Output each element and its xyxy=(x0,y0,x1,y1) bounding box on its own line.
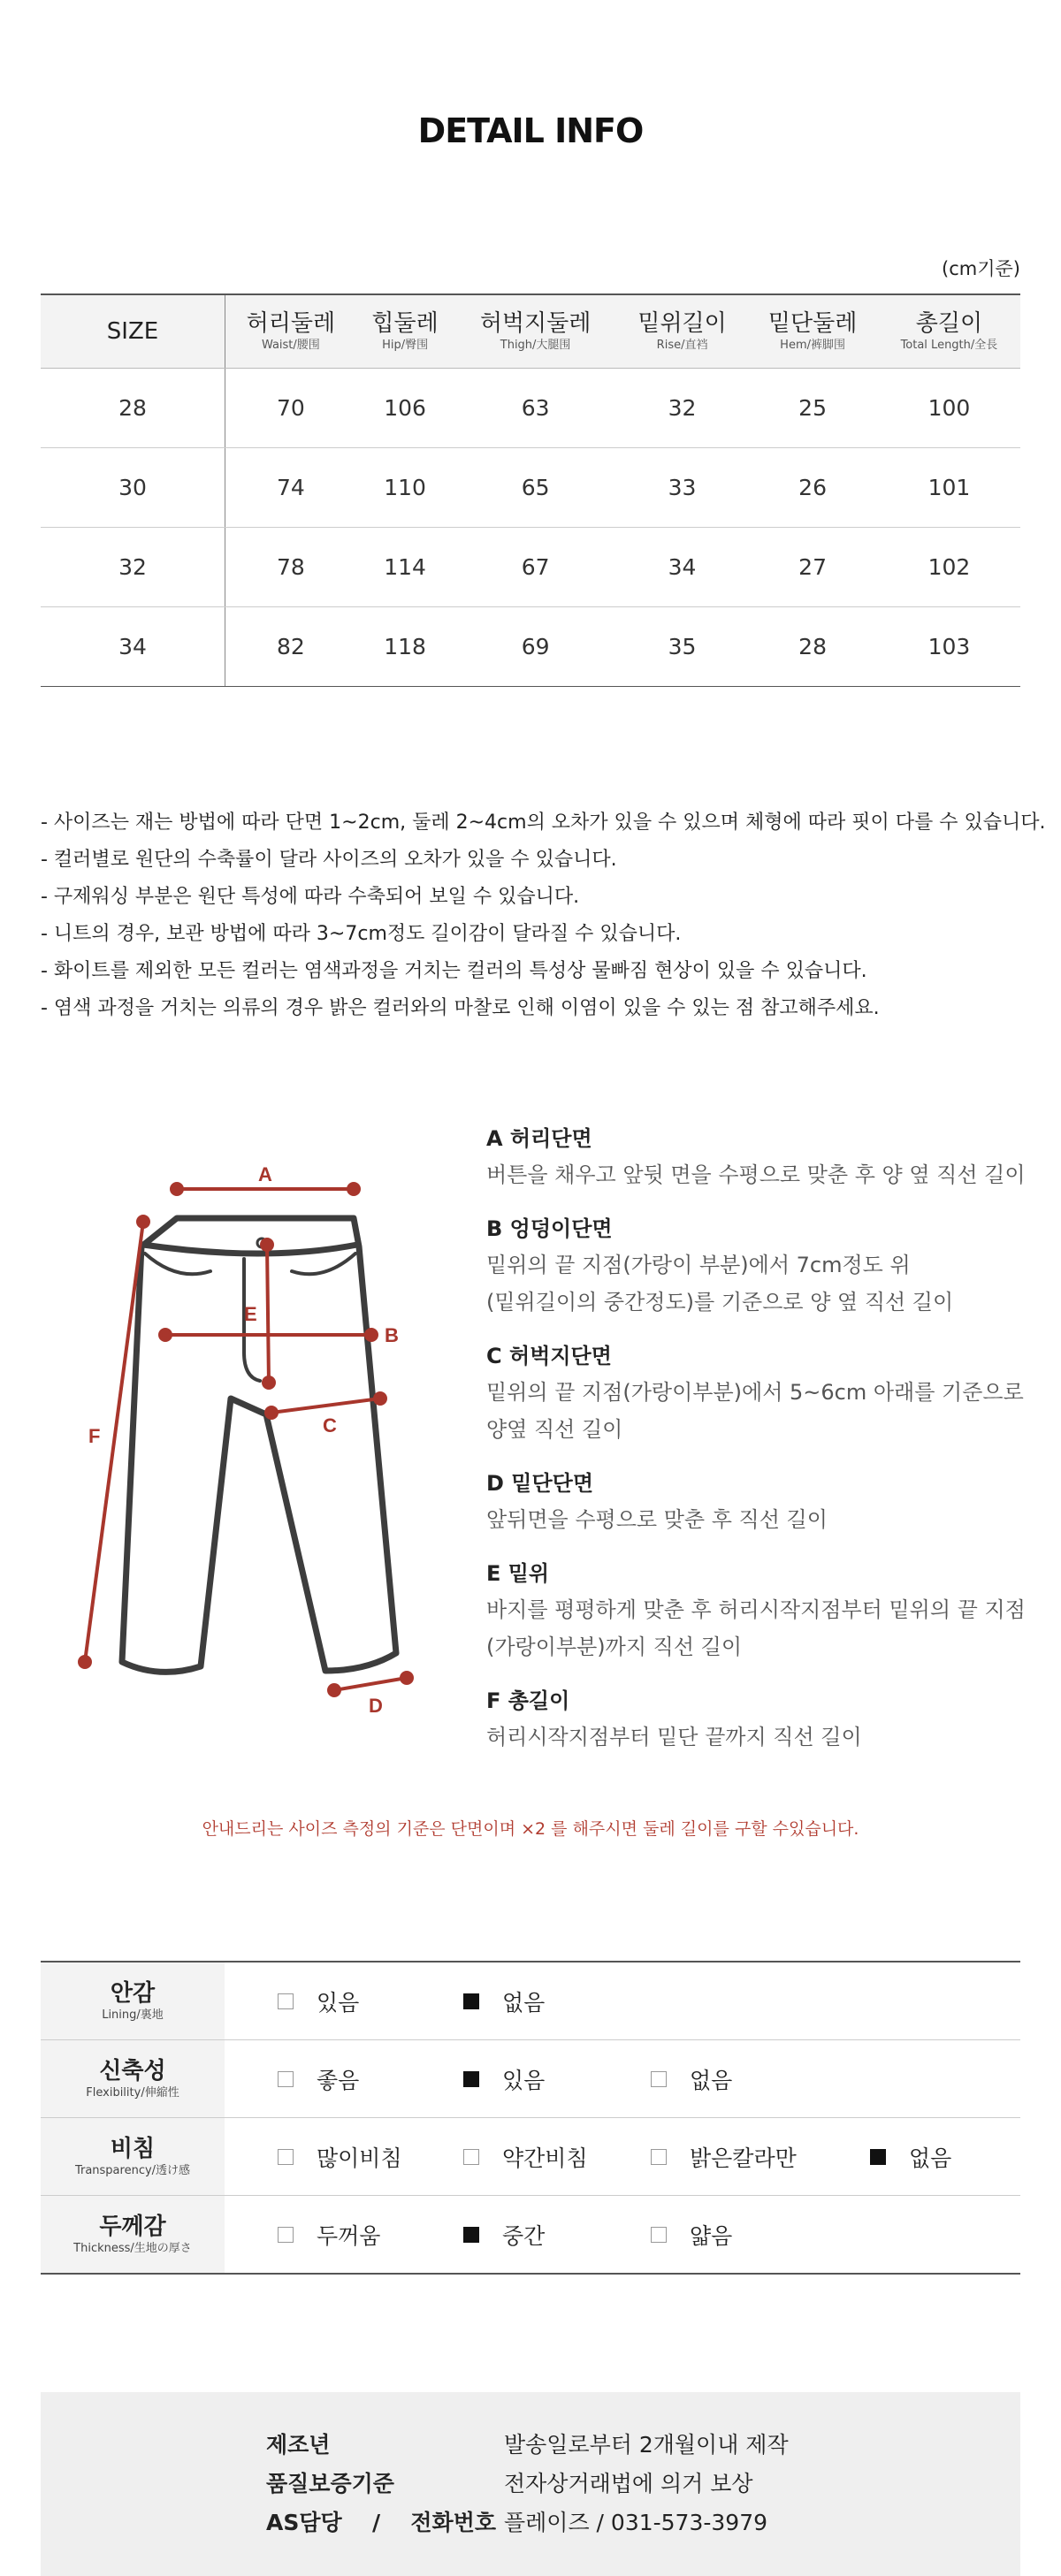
table-cell: 101 xyxy=(878,448,1020,528)
spec-label xyxy=(41,1962,225,2040)
option-label: 밝은칼라만 xyxy=(690,2145,797,2171)
footer-value: 발송일로부터 2개월이내 제작 xyxy=(504,2432,789,2458)
size-cell: 34 xyxy=(41,607,225,687)
definition-text: 허리시작지점부터 밑단 끝까지 직선 길이 xyxy=(486,1725,862,1749)
column-header-ko: 허벅지둘레 xyxy=(479,310,592,337)
option-label: 없음 xyxy=(502,1989,546,2016)
table-cell: 70 xyxy=(225,369,356,448)
size-notes xyxy=(41,804,1046,1027)
definition-text: (밑위길이의 중간정도)를 기준으로 양 옆 직선 길이 xyxy=(486,1290,954,1315)
spec-option xyxy=(651,2196,732,2273)
spec-label-en: Flexibility/伸縮性 xyxy=(86,2085,179,2100)
definition-text: 밑위의 끝 지점(가랑이 부분)에서 7cm정도 위 xyxy=(486,1253,911,1277)
spec-label xyxy=(41,2118,225,2196)
definition-heading: E 밑위 xyxy=(486,1561,550,1586)
spec-label-en: Transparency/透け感 xyxy=(74,2163,191,2177)
definition-heading: F 총길이 xyxy=(486,1688,570,1713)
definition-b xyxy=(486,1211,1034,1321)
column-header xyxy=(617,294,748,369)
size-header: SIZE xyxy=(41,294,225,369)
spec-label-ko: 비침 xyxy=(110,2135,156,2162)
note-line: - 컬러별로 원단의 수축률이 달라 사이즈의 오차가 있을 수 있습니다. xyxy=(41,849,617,871)
table-cell: 63 xyxy=(454,369,616,448)
footer-value: 플레이즈 / 031-573-3979 xyxy=(504,2510,768,2535)
spec-label-en: Thickness/生地の厚さ xyxy=(73,2241,192,2255)
table-row xyxy=(41,448,1020,528)
table-cell: 25 xyxy=(747,369,878,448)
checkbox-icon xyxy=(278,2149,294,2165)
waistband-line xyxy=(143,1245,357,1254)
column-header xyxy=(747,294,878,369)
table-cell: 74 xyxy=(225,448,356,528)
checkbox-icon xyxy=(651,2149,667,2165)
product-info-footer xyxy=(41,2392,1020,2576)
label-b: B xyxy=(385,1324,399,1346)
definition-text: 바지를 평평하게 맞춘 후 허리시작지점부터 밑위의 끝 지점 xyxy=(486,1597,1026,1622)
footer-value: 전자상거래법에 의거 보상 xyxy=(504,2471,753,2496)
label-f: F xyxy=(88,1425,101,1447)
column-header xyxy=(454,294,616,369)
column-header-en: Waist/腰围 xyxy=(261,339,320,352)
spec-option xyxy=(278,2040,359,2117)
table-cell: 67 xyxy=(454,528,616,607)
column-header xyxy=(356,294,454,369)
definition-d xyxy=(486,1466,1034,1538)
checkbox-icon xyxy=(651,2071,667,2087)
column-header-en: Total Length/全長 xyxy=(900,339,998,352)
spec-option xyxy=(463,2118,588,2195)
column-header-en: Rise/直裆 xyxy=(656,339,708,352)
definition-text: 앞뒤면을 수평으로 맞춘 후 직선 길이 xyxy=(486,1507,828,1532)
option-label: 두꺼움 xyxy=(317,2222,381,2249)
size-cell: 28 xyxy=(41,369,225,448)
label-c: C xyxy=(323,1414,337,1437)
option-label: 중간 xyxy=(502,2222,546,2249)
checkbox-icon xyxy=(651,2227,667,2243)
spec-row-flexibility xyxy=(41,2040,1020,2118)
option-label: 있음 xyxy=(317,1989,360,2016)
footer-key: AS담당 / 전화번호 xyxy=(266,2510,496,2535)
definition-text: 밑위의 끝 지점(가랑이부분)에서 5~6cm 아래를 기준으로 xyxy=(486,1380,1024,1405)
definition-heading: C 허벅지단면 xyxy=(486,1344,612,1368)
measure-line-c xyxy=(271,1399,380,1413)
pants-illustration xyxy=(71,1149,442,1724)
definition-heading: D 밑단단면 xyxy=(486,1471,594,1496)
checkbox-icon xyxy=(278,2227,294,2243)
table-row xyxy=(41,607,1020,687)
option-label: 많이비침 xyxy=(317,2145,402,2171)
spec-option xyxy=(278,2196,380,2273)
spec-label-en: Lining/裏地 xyxy=(102,2008,164,2022)
spec-option xyxy=(870,2118,951,2195)
pants-outline xyxy=(122,1218,396,1672)
column-header-ko: 허리둘레 xyxy=(246,310,336,337)
table-cell: 106 xyxy=(356,369,454,448)
option-label: 좋음 xyxy=(317,2067,360,2093)
label-a: A xyxy=(258,1163,272,1185)
option-label: 있음 xyxy=(502,2067,546,2093)
footer-row xyxy=(41,2427,1020,2466)
table-row xyxy=(41,369,1020,448)
column-header xyxy=(225,294,356,369)
pocket-left xyxy=(145,1254,210,1274)
table-cell: 65 xyxy=(454,448,616,528)
table-cell: 110 xyxy=(356,448,454,528)
spec-option xyxy=(278,2118,402,2195)
column-header-en: Hip/臀围 xyxy=(382,339,429,352)
spec-label xyxy=(41,2196,225,2275)
fabric-spec-table xyxy=(41,1961,1020,2275)
note-line: - 염색 과정을 거치는 의류의 경우 밝은 컬러와의 마찰로 인해 이염이 있을 수 있는 점 참고해주세요. xyxy=(41,997,880,1019)
spec-option xyxy=(463,1962,545,2039)
unit-label: (cm기준) xyxy=(942,258,1020,279)
table-cell: 103 xyxy=(878,607,1020,687)
spec-label-ko: 두께감 xyxy=(99,2213,166,2240)
definition-heading: A 허리단면 xyxy=(486,1126,592,1151)
definition-c xyxy=(486,1338,1034,1448)
size-table xyxy=(41,293,1020,687)
definition-f xyxy=(486,1683,1034,1756)
checkbox-icon xyxy=(463,2071,479,2087)
spec-row-transparency xyxy=(41,2118,1020,2196)
measure-line-d xyxy=(334,1678,407,1690)
table-cell: 69 xyxy=(454,607,616,687)
footer-row xyxy=(41,2505,1020,2544)
note-line: - 니트의 경우, 보관 방법에 따라 3~7cm정도 길이감이 달라질 수 있습니다. xyxy=(41,923,682,945)
definition-a xyxy=(486,1121,1034,1193)
page-title: DETAIL INFO xyxy=(417,111,644,150)
spec-options xyxy=(225,2196,1020,2275)
definition-e xyxy=(486,1556,1034,1665)
table-cell: 34 xyxy=(617,528,748,607)
size-table-header-row xyxy=(41,294,1020,369)
spec-option xyxy=(651,2040,732,2117)
label-e: E xyxy=(244,1303,257,1325)
definition-text: 양옆 직선 길이 xyxy=(486,1417,623,1442)
table-cell: 32 xyxy=(617,369,748,448)
pants-measurement-diagram xyxy=(71,1149,442,1724)
column-header-ko: 밑단둘레 xyxy=(767,310,858,337)
spec-option xyxy=(463,2196,545,2273)
spec-option xyxy=(463,2040,545,2117)
table-cell: 35 xyxy=(617,607,748,687)
spec-row-lining xyxy=(41,1962,1020,2040)
table-cell: 82 xyxy=(225,607,356,687)
pocket-right xyxy=(292,1254,355,1274)
spec-options xyxy=(225,2040,1020,2118)
table-cell: 26 xyxy=(747,448,878,528)
size-cell: 32 xyxy=(41,528,225,607)
spec-label-ko: 안감 xyxy=(110,1979,156,2007)
measure-line-e xyxy=(267,1245,269,1383)
definition-text: 버튼을 채우고 앞뒷 면을 수평으로 맞춘 후 양 옆 직선 길이 xyxy=(486,1162,1026,1187)
checkbox-icon xyxy=(870,2149,886,2165)
table-cell: 102 xyxy=(878,528,1020,607)
column-header-ko: 밑위길이 xyxy=(637,310,727,337)
option-label: 얇음 xyxy=(690,2222,733,2249)
table-cell: 33 xyxy=(617,448,748,528)
option-label: 없음 xyxy=(690,2067,733,2093)
column-header-en: Hem/裤脚围 xyxy=(780,339,845,352)
spec-options xyxy=(225,2118,1020,2196)
option-label: 약간비침 xyxy=(502,2145,588,2171)
footer-key: 제조년 xyxy=(266,2432,331,2458)
table-cell: 100 xyxy=(878,369,1020,448)
table-row xyxy=(41,528,1020,607)
option-label: 없음 xyxy=(909,2145,952,2171)
footer-row xyxy=(41,2466,1020,2505)
spec-row-thickness xyxy=(41,2196,1020,2275)
table-cell: 78 xyxy=(225,528,356,607)
label-d: D xyxy=(369,1695,383,1717)
table-cell: 28 xyxy=(747,607,878,687)
spec-option xyxy=(278,1962,359,2039)
checkbox-icon xyxy=(463,2227,479,2243)
checkbox-icon xyxy=(278,1993,294,2009)
definition-text: (가랑이부분)까지 직선 길이 xyxy=(486,1635,743,1659)
note-line: - 구제워싱 부분은 원단 특성에 따라 수축되어 보일 수 있습니다. xyxy=(41,886,580,908)
note-line: - 사이즈는 재는 방법에 따라 단면 1~2cm, 둘레 2~4cm의 오차가 있을 수 있으며 체형에 따라 핏이 다를 수 있습니다. xyxy=(41,812,1046,834)
size-cell: 30 xyxy=(41,448,225,528)
spec-option xyxy=(651,2118,797,2195)
checkbox-icon xyxy=(278,2071,294,2087)
spec-label xyxy=(41,2040,225,2118)
column-header-ko: 힙둘레 xyxy=(371,310,439,337)
column-header-en: Thigh/大腿围 xyxy=(500,339,571,352)
column-header-ko: 총길이 xyxy=(915,310,983,337)
spec-label-ko: 신축성 xyxy=(99,2057,166,2084)
measurement-notice: 안내드리는 사이즈 측정의 기준은 단면이며 ×2 를 해주시면 둘레 길이를 구할 수있습니다. xyxy=(202,1819,859,1839)
measurement-definitions xyxy=(486,1121,1034,1773)
checkbox-icon xyxy=(463,1993,479,2009)
definition-heading: B 엉덩이단면 xyxy=(486,1216,613,1241)
table-cell: 27 xyxy=(747,528,878,607)
column-header xyxy=(878,294,1020,369)
spec-options xyxy=(225,1962,1020,2040)
footer-key: 품질보증기준 xyxy=(266,2471,394,2496)
note-line: - 화이트를 제외한 모든 컬러는 염색과정을 거치는 컬러의 특성상 물빠짐 현상이 있을 수 있습니다. xyxy=(41,960,867,982)
checkbox-icon xyxy=(463,2149,479,2165)
table-cell: 118 xyxy=(356,607,454,687)
table-cell: 114 xyxy=(356,528,454,607)
